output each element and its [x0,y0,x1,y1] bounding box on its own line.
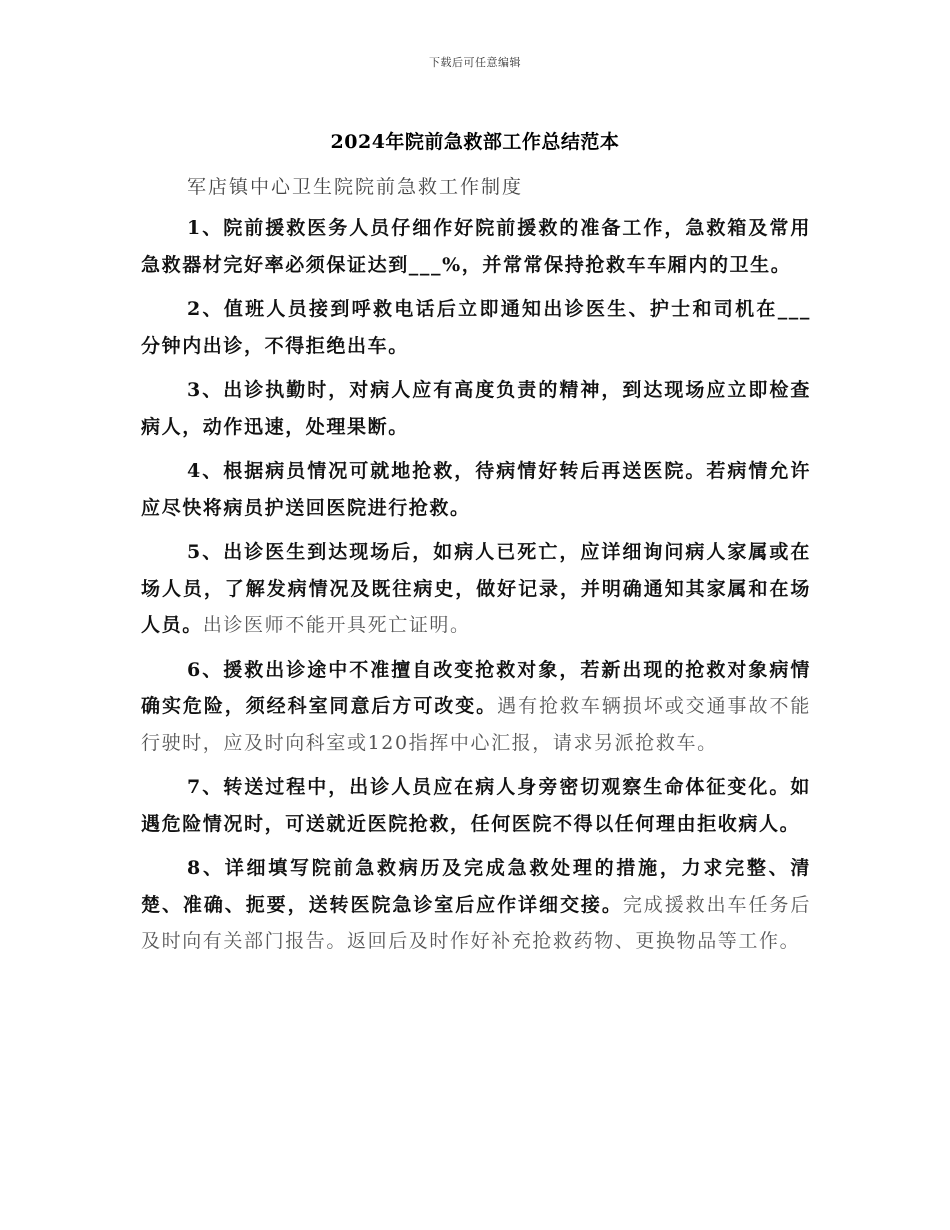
page-header-note: 下载后可任意编辑 [429,56,521,69]
rule-paragraph-1 [141,210,811,283]
rule-6-text: 6、援救出诊途中不准擅自改变抢救对象，若新出现的抢救对象病情确实危险，须经科室同意后方可改变。 [141,658,811,717]
rule-7-text: 7、转送过程中，出诊人员应在病人身旁密切观察生命体征变化。如遇危险情况时，可送就近医院抢救，任何医院不得以任何理由拒收病人。 [141,776,811,835]
rule-5-note: 出诊医师不能开具死亡证明。 [202,614,471,636]
rule-3-text: 3、出诊执勤时，对病人应有高度负责的精神，到达现场应立即检查病人，动作迅速，处理果断。 [141,379,811,438]
document-subtitle: 军店镇中心卫生院院前急救工作制度 [187,176,524,198]
rule-6-note: 遇有抢救车辆损坏或交通事故不能行驶时，应及时向科室或120指挥中心汇报，请求另派抢救车。 [141,695,811,754]
rule-paragraph-8 [141,850,811,960]
document-title: 2024年院前急救部工作总结范本 [330,131,620,153]
rule-4-text: 4、根据病员情况可就地抢救，待病情好转后再送医院。若病情允许应尽快将病员护送回医院进行抢救。 [141,460,811,519]
rule-8-text: 8、详细填写院前急救病历及完成急救处理的措施，力求完整、清楚、准确、扼要，送转医院急诊室后应作详细交接。 [141,857,811,916]
rule-paragraph-3 [141,372,811,445]
rule-paragraph-5 [141,534,811,644]
rule-paragraph-7 [141,769,811,842]
document-body [141,172,811,960]
rule-2-text: 2、值班人员接到呼救电话后立即通知出诊医生、护士和司机在___分钟内出诊，不得拒绝出车。 [141,298,811,357]
rule-1-text: 1、院前援救医务人员仔细作好院前援救的准备工作，急救箱及常用急救器材完好率必须保证达到___%，并常常保持抢救车车厢内的卫生。 [141,217,811,276]
rule-paragraph-2 [141,291,811,364]
rule-paragraph-4 [141,453,811,526]
rule-paragraph-6 [141,652,811,762]
rule-5-text: 5、出诊医生到达现场后，如病人已死亡，应详细询问病人家属或在场人员，了解发病情况及既往病史，做好记录，并明确通知其家属和在场人员。 [141,541,811,636]
rule-8-note: 完成援救出车任务后及时向有关部门报告。返回后及时作好补充抢救药物、更换物品等工作。 [141,893,811,952]
